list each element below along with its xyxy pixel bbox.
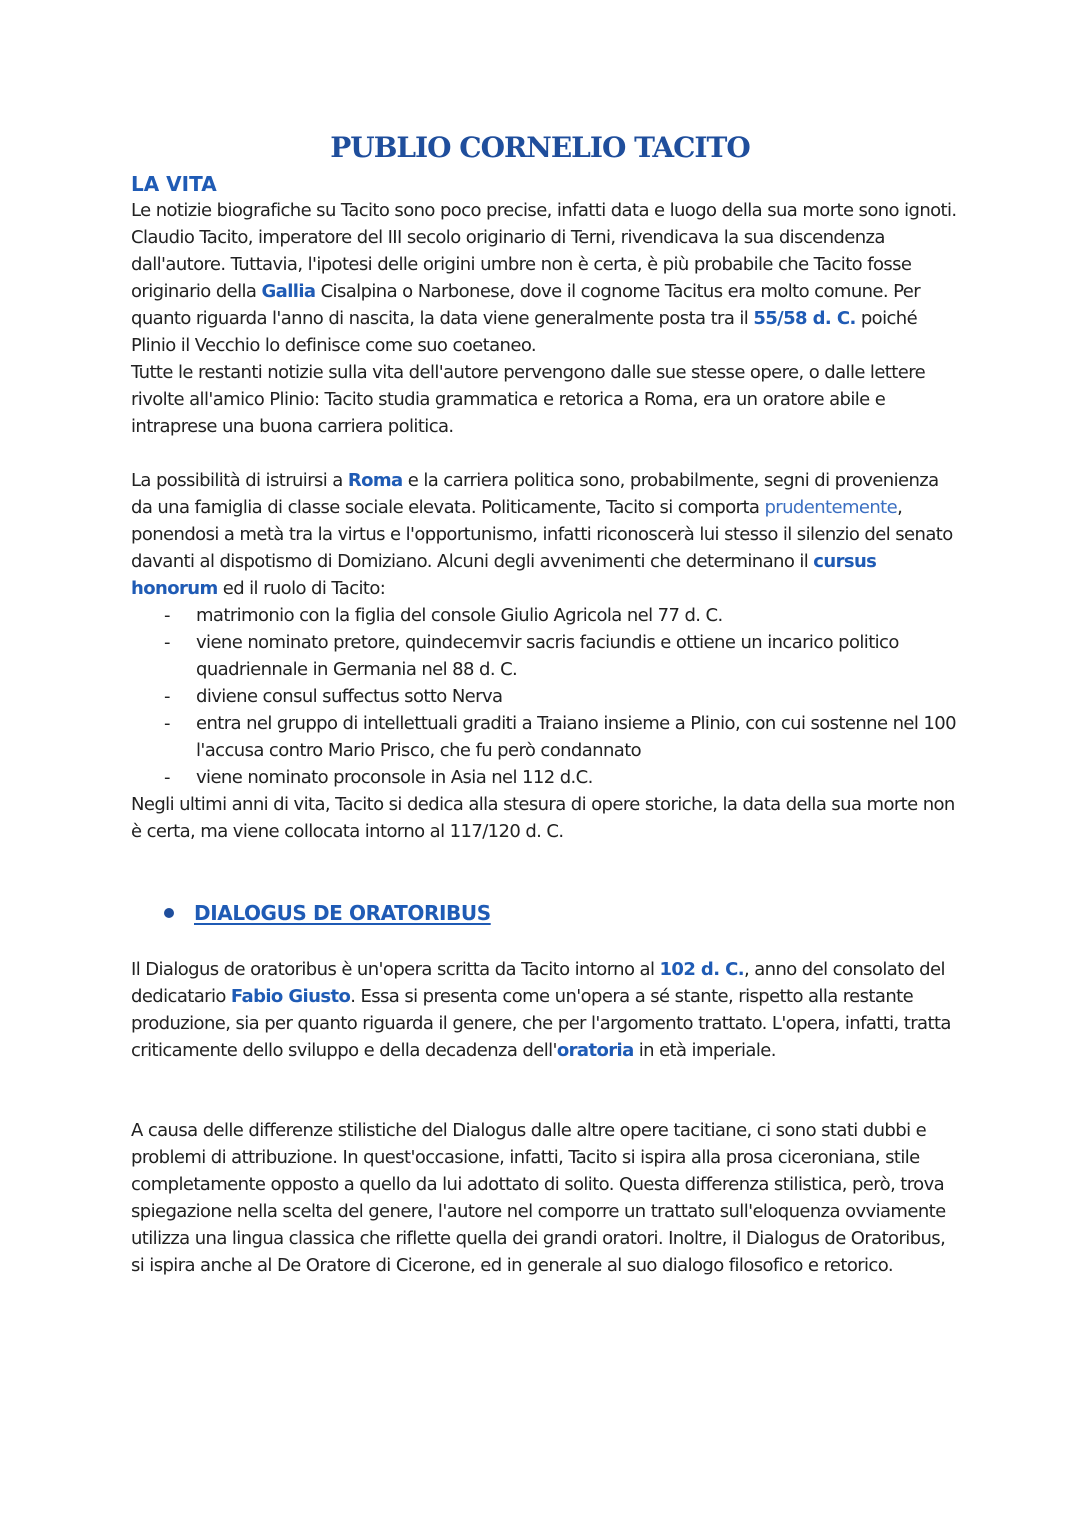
list-item: - diviene consul suffectus sotto Nerva xyxy=(164,686,503,707)
section-heading-label: DIALOGUS DE ORATORIBUS xyxy=(194,901,491,925)
text-span: , ponendosi a metà tra la virtus e l'opportunismo, infatti riconoscerà lui stesso il silenzio del senato davanti al dispotismo di Domiziano. Alcuni degli avvenimenti che determinano il xyxy=(131,497,953,572)
text-span: ed il ruolo di Tacito: xyxy=(217,578,386,599)
section-heading-vita: LA VITA xyxy=(131,172,217,196)
text-span: poiché Plinio il Vecchio lo definisce come suo coetaneo. xyxy=(131,308,918,356)
section-heading-dialogus xyxy=(164,898,491,928)
career-list xyxy=(131,602,961,791)
list-item-text: viene nominato pretore, quindecemvir sacris faciundis e ottiene un incarico politico quadriennale in Germania nel 88 d. C. xyxy=(196,632,899,680)
document-title: PUBLIO CORNELIO TACITO xyxy=(330,131,750,164)
text-span: , anno del consolato del dedicatario xyxy=(131,959,945,1007)
list-item: - entra nel gruppo di intellettuali graditi a Traiano insieme a Plinio, con cui sostenne nel 100 l'accusa contro Mario Prisco, che fu però condannato xyxy=(164,713,956,761)
dialogus-paragraph-2: A causa delle differenze stilistiche del Dialogus dalle altre opere tacitiane, ci sono stati dubbi e problemi di attribuzione. In quest'occasione, infatti, Tacito si ispira alla prosa ciceroniana, stile completamente opposto a quello da lui adottato di solito. Questa differenza stilistica, però, trova spiegazione nella scelta del genere, l'autore nel comporre un trattato sull'eloquenza ovviamente utilizza una lingua classica che riflette quella dei grandi oratori. Inoltre, il Dialogus de Oratoribus, si ispira anche al De Oratore di Cicerone, ed in generale al suo dialogo filosofico e retorico. xyxy=(131,1120,946,1276)
highlight-roma: Roma xyxy=(347,470,403,491)
text-span: La possibilità di istruirsi a xyxy=(131,470,348,491)
list-item: - viene nominato proconsole in Asia nel 112 d.C. xyxy=(164,767,593,788)
text-span: Cisalpina o Narbonese, dove il cognome Tacitus era molto comune. Per quanto riguarda l'anno di nascita, la data viene generalmente posta tra il xyxy=(131,281,921,329)
list-item-text: entra nel gruppo di intellettuali graditi a Traiano insieme a Plinio, con cui sostenne nel 100 l'accusa contro Mario Prisco, che fu però condannato xyxy=(196,713,956,761)
text-span: in età imperiale. xyxy=(633,1040,776,1061)
bullet-icon xyxy=(164,908,174,918)
text-span: Tutte le restanti notizie sulla vita dell'autore pervengono dalle sue stesse opere, o dalle lettere rivolte all'amico Plinio: Tacito studia grammatica e retorica a Roma, era un oratore abile e intraprese una buona carriera politica. xyxy=(131,362,926,437)
text-span: . Essa si presenta come un'opera a sé stante, rispetto alla restante produzione, sia per quanto riguarda il genere, che per l'argomento trattato. L'opera, infatti, tratta criticamente dello sviluppo e della decadenza dell' xyxy=(131,986,951,1061)
text-span: e la carriera politica sono, probabilmente, segni di provenienza da una famiglia di classe sociale elevata. Politicamente, Tacito si comporta xyxy=(131,470,939,518)
highlight-gallia: Gallia xyxy=(261,281,316,302)
list-item-text: diviene consul suffectus sotto Nerva xyxy=(196,686,503,707)
text-span: Le notizie biografiche su Tacito sono poco precise, infatti data e luogo della sua morte sono ignoti. Claudio Tacito, imperatore del III secolo originario di Terni, rivendicava la sua discendenza dall'autore. Tuttavia, l'ipotesi delle origini umbre non è certa, è più probabile che Tacito fosse originario della xyxy=(131,200,957,302)
highlight-birth-date: 55/58 d. C. xyxy=(753,308,856,329)
list-item: - matrimonio con la figlia del console Giulio Agricola nel 77 d. C. xyxy=(164,605,723,626)
vita-paragraph-2 xyxy=(131,467,961,845)
vita-paragraph-1 xyxy=(131,197,961,440)
highlight-cursus-honorum: cursus honorum xyxy=(131,551,877,599)
text-span: Il Dialogus de oratoribus è un'opera scritta da Tacito intorno al xyxy=(131,959,660,980)
highlight-date: 102 d. C. xyxy=(659,959,744,980)
highlight-prudentemente: prudentemente xyxy=(764,497,898,518)
vita-paragraph-3: Negli ultimi anni di vita, Tacito si dedica alla stesura di opere storiche, la data della sua morte non è certa, ma viene collocata intorno al 117/120 d. C. xyxy=(131,794,955,842)
list-item-text: matrimonio con la figlia del console Giulio Agricola nel 77 d. C. xyxy=(196,605,723,626)
highlight-oratoria: oratoria xyxy=(556,1040,634,1061)
highlight-fabio-giusto: Fabio Giusto xyxy=(230,986,351,1007)
list-item: - viene nominato pretore, quindecemvir sacris faciundis e ottiene un incarico politico quadriennale in Germania nel 88 d. C. xyxy=(164,632,899,680)
list-item-text: viene nominato proconsole in Asia nel 112 d.C. xyxy=(196,767,593,788)
dialogus-paragraph-1 xyxy=(131,956,961,1064)
